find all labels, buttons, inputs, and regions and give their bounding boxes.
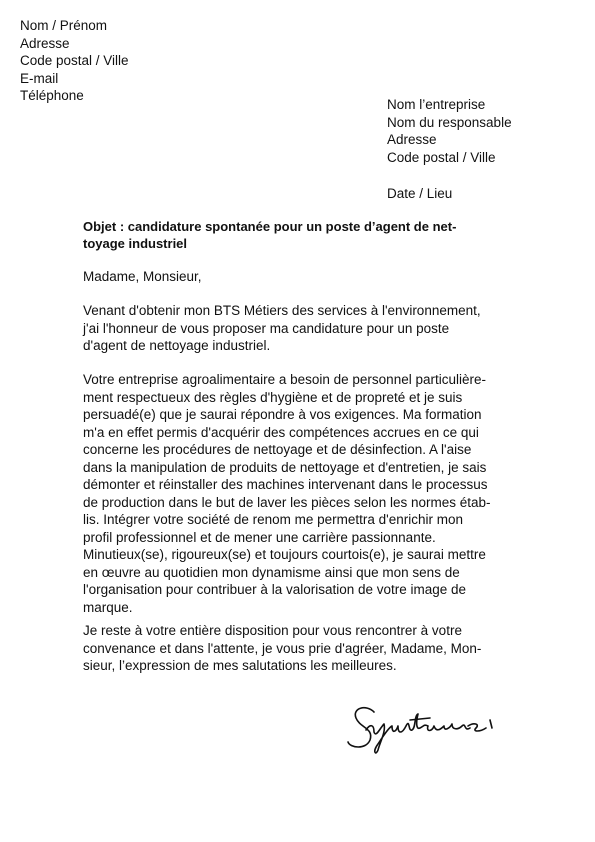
paragraph-line: lis. Intégrer votre société de renom me permettra d'enrichir mon: [83, 512, 463, 527]
greeting: Madame, Monsieur,: [83, 269, 202, 284]
paragraph-line: l'organisation pour contribuer à la valorisation de votre image de: [83, 582, 467, 597]
paragraph-line: de production dans le but de laver les pièces selon les normes étab-: [83, 494, 491, 510]
recipient-block: [387, 96, 512, 166]
paragraph-line: convenance et dans l'attente, je vous prie d'agréer, Madame, Mon-: [83, 640, 482, 656]
subject-line: Objet : candidature spontanée pour un poste d’agent de net-: [83, 219, 457, 234]
date-place: Date / Lieu: [387, 186, 453, 201]
paragraph-line: dans la manipulation de produits de nettoyage et d'entretien, je sais: [83, 459, 487, 475]
recipient-manager: Nom du responsable: [387, 114, 512, 130]
paragraph-line: en œuvre au quotidien mon dynamisme ainsi que mon sens de: [83, 564, 460, 580]
paragraph-line: j'ai l'honneur de vous proposer ma candidature pour un poste: [83, 320, 450, 336]
paragraph-closing: [83, 622, 481, 675]
paragraph-line: ment respectueux des règles d'hygiène et de propreté et je suis: [83, 389, 463, 405]
paragraph-body: [83, 371, 491, 616]
paragraph-line: persuadé(e) que je saurai répondre à vos exigences. Ma formation: [83, 407, 482, 422]
paragraph-line: concerne les procédures de nettoyage et de désinfection. A l'aise: [83, 442, 472, 457]
handwritten-signature: [340, 698, 500, 758]
sender-name: Nom / Prénom: [20, 18, 108, 33]
sender-postal-city: Code postal / Ville: [20, 53, 129, 69]
paragraph-line: Votre entreprise agroalimentaire a besoin de personnel particulière-: [83, 372, 486, 387]
paragraph-line: Minutieux(se), rigoureux(se) et toujours courtois(e), je saurai mettre: [83, 547, 486, 562]
paragraph-line: démonter et réinstaller des machines intervenant dans le processus: [83, 477, 488, 492]
sender-address: Adresse: [20, 35, 70, 51]
sender-phone: Téléphone: [20, 88, 84, 104]
paragraph-intro: [83, 302, 481, 355]
paragraph-line: Je reste à votre entière disposition pour vous rencontrer à votre: [83, 623, 462, 638]
recipient-postal-city: Code postal / Ville: [387, 149, 496, 165]
paragraph-line: Venant d'obtenir mon BTS Métiers des services à l'environnement,: [83, 303, 481, 318]
subject-line: toyage industriel: [83, 236, 188, 251]
recipient-address: Adresse: [387, 132, 437, 148]
sender-email: E-mail: [20, 70, 59, 86]
paragraph-line: m'a en effet permis d'acquérir des compétences accrues en ce qui: [83, 424, 479, 440]
paragraph-line: d'agent de nettoyage industriel.: [83, 338, 271, 353]
sender-block: [20, 17, 129, 105]
letter-subject: [83, 218, 523, 252]
recipient-company: Nom l’entreprise: [387, 97, 486, 112]
paragraph-line: marque.: [83, 599, 133, 615]
paragraph-line: sieur, l’expression de mes salutations les meilleures.: [83, 658, 397, 673]
paragraph-line: profil professionnel et de mener une carrière passionnante.: [83, 529, 436, 545]
